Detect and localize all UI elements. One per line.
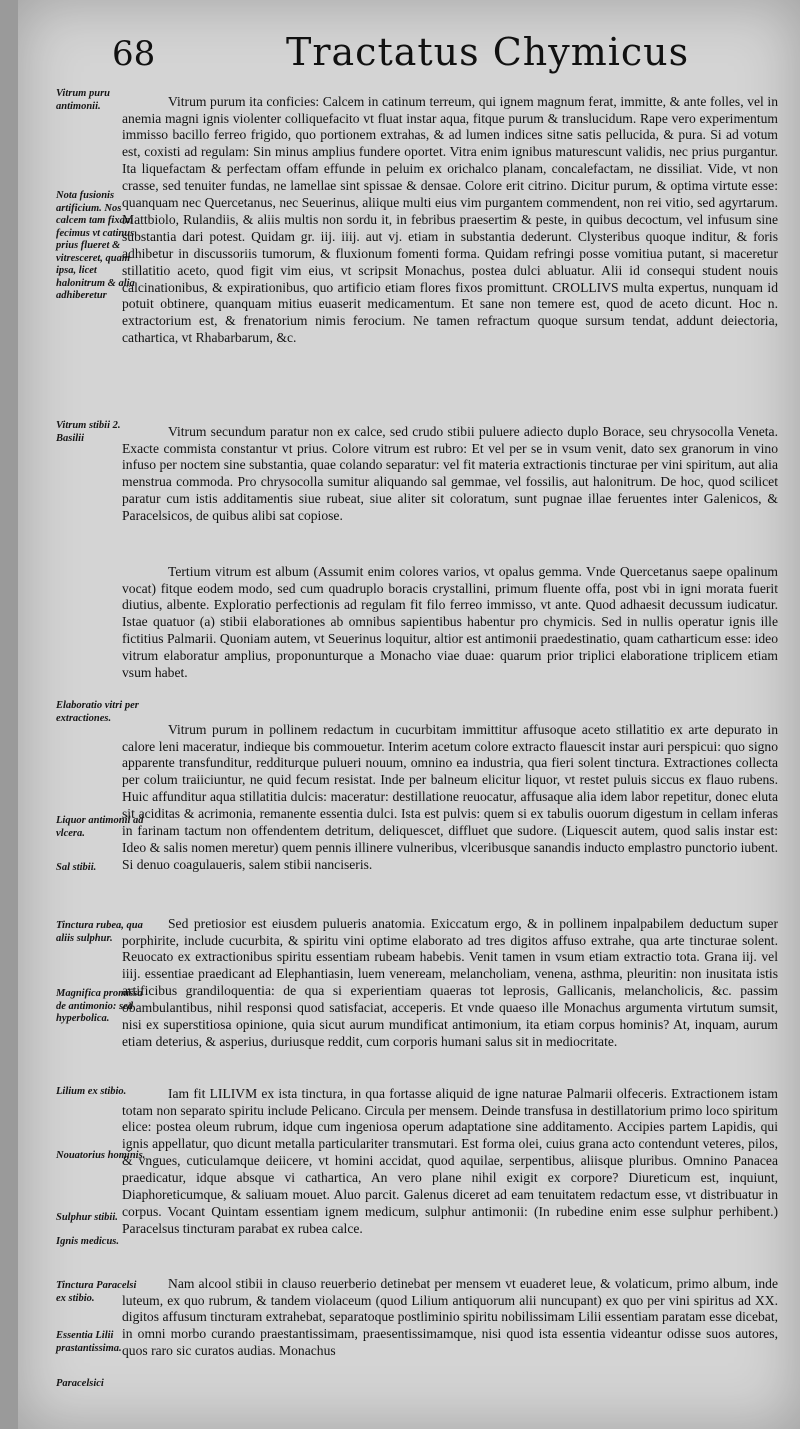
margin-note: Essentia Lilii prastantissima. — [56, 1330, 122, 1354]
margin-note: Vitrum puru antimonii. — [56, 88, 110, 112]
margin-note: Tinctura Paracelsi ex stibio. — [56, 1280, 137, 1304]
page-header — [18, 28, 800, 78]
margin-note: Paracelsici — [56, 1378, 104, 1389]
page-number: 68 — [112, 34, 156, 74]
paragraph: Vitrum purum ita conficies: Calcem in catinum terreum, qui ignem magnum ferat, immitte, & ante folles, vel in anemia magni ignis violenter colliquefacito vt fluat instar aqua, fitque purum & translucidum. Rape vero experimentum immisso bacillo ferreo frigido, quo portionem extrahas, & ad lumen indices sitne satis pellucida, & pura. Si ad votum est, coxisti ad regulam: Sin minus amplius fundere oportet. Vitra enim ignibus maturescunt validis, nec prius purgantur. Ita liquefactam & perfectam offam effunde in peluim ex orichalco planam, concalefactam, ne dissiliat. Vide, vt non crasse, sed tenuiter fundas, ne lamellae sint spissae & densae. Colore erit citrino. Dicitur purum, & optima virtute esse: quanquam nec Quercetanus, nec Seuerinus, aliique multi eius vim purgantem commendent, non rei vitio, sed agyrtarum. Mattbiolo, Rulandiis, & aliis multis non sordu it, in febribus praesertim & peste, in quibus decoctum, vel infusum sine substantia dari potest. Quidam gr. iij. iiij. aut vj. etiam in substantia dederunt. Clysteribus quoque inditur, & foris adhibetur in discussoriis tumorum, & fluxionum fomenti forma. Quidam refringi posse vomitiua putant, si maceretur stillatitio aceto, quod figit vim eius, vt scripsit Monachus, postea dulci abluatur. Alii id consequi student nouis calcinationibus, & expirationibus, quo artificio etiam flores fixos promittunt. CROLLIVS multa expertus, nunquam id potuit obtinere, quanquam mitius euaserit medicamentum. Et sane non temere est, quod de aceto dicunt. Hoc n. extractorium est, & frenatorium nimis ferocium. Ne tamen refractum quoque sursum tendat, addunt deiectoria, cathartica, vt Rhabarbarum, &c. — [122, 93, 778, 346]
paragraph: Tertium vitrum est album (Assumit enim colores varios, vt opalus gemma. Vnde Quercetanus saepe opalinum vocat) fitque eodem modo, sed cum quadruplo boracis crystallini, primum fluente offa, post vbi in igni morata fuerit diutius, albente. Exploratio perfectionis ad regulam fit filo ferreo immisso, vt ante. Quod adhaesit decussum iudicatur. Istae quatuor (a) stibii elaborationes ab omnibus sapientibus habentur pro chymicis. Sed in nullis operatur ignis ille fictitius Palmarii. Quoniam autem, vt Seuerinus loquitur, altior est antimonii praedestinatio, quam catharticum esse: ideo vitrum elaboratur amplius, proponunturque a Monacho viae duae: quarum prior triplici elaboratione triplicem etiam vsum habet. — [122, 563, 778, 681]
margin-note: Tinctura rubea, qua aliis sulphur. — [56, 920, 143, 944]
margin-note: Liquor antimonii ad vlcera. — [56, 815, 144, 839]
margin-note: Ignis medicus. — [56, 1236, 120, 1247]
margin-note: Nota fusionis artificium. Nos calcem tam fixam fecimus vt catinus prius flueret & vitresceret, quam ipsa, licet halonitrum & alia adhiberetur — [56, 190, 135, 301]
margin-note: Sal stibii. — [56, 862, 97, 873]
running-title: Tractatus Chymicus — [286, 30, 690, 74]
paragraph: Vitrum secundum paratur non ex calce, sed crudo stibii puluere adiecto duplo Borace, seu chrysocolla Veneta. Exacte commista constantur vt prius. Colore vitrum est rubro: Et vel per se in vsum venit, dato sex granorum in vino infuso per noctem sine substantia, quae colando separatur: vel fit materia extractionis tincturae per vini spiritum, aut alia menstrua commoda. Pro chrysocolla sumitur aliquando sal gemmae, vel fossilis, aut halonitrum. De hoc, quod scilicet paratur cum istis additamentis siue rubeat, siue aliter sit coloratum, sunt pugnae illae feruentes inter Galenicos, & Paracelsicos, de quibus alibi sat copiose. — [122, 423, 778, 524]
margin-note: Vitrum stibii 2. Basilii — [56, 420, 121, 444]
paragraph: Iam fit LILIVM ex ista tinctura, in qua fortasse aliquid de igne naturae Palmarii olfeceris. Extractionem istam totam non separato spiritu include Pelicano. Circula per mensem. Deinde transfusa in destillatorium primo loco spiritum elice: postea oleum rubrum, idque cum ingeniosa operum adaptatione sine additamento. Accipies partem Lapidis, qui ignis appellatur, quo dicunt metalla particulariter transmutari. Est forma olei, cuius grana acto contendunt veteres, pilos, & vngues, cuticulamque deiicere, vt homini accidat, quod aquilae, serpentibus, aliisque pluribus. Omnino Panacea praedicatur, idque absque vi cathartica, An vero plane nihil exigit ex corpore? Diureticum est, inquiunt, Diaphoreticumque, & saliuam mouet. Aluo parcit. Galenus diceret ad eam tenuitatem redactum esse, vt distribuatur in corpus. Vocant Quintam essentiam ignem medicum, sulphur antimonii: (In rubedine enim esse sulphur perhibent.) Paracelsus tincturam parabat ex rubea calce. — [122, 1085, 778, 1236]
margin-note: Elaboratio vitri per extractiones. — [56, 700, 139, 724]
margin-note: Magnifica promissa de antimonio: sed hyperbolica. — [56, 988, 143, 1024]
book-page — [18, 0, 800, 1429]
paragraph: Sed pretiosior est eiusdem pulueris anatomia. Exiccatum ergo, & in pollinem inpalpabilem deductum super porphirite, include cucurbita, & spiritu vini optime elaborato ad tres digitos affuso extrahe, qua arte tincturae solent. Reuocato ex extractionibus spiritu essentiam rubeam habebis. Venit tamen in vsum etiam extractio tota. Grana iij. vel iiij. essentiae praedicant ad Elephantiasin, luem veneream, melancholiam, venena, asthma, pleuritin: non inusitata istis artificibus grandiloquentia: de qua si experientiam quaeras tot leprosis, Gallicanis, melancholicis, &c. passim obambulantibus, nihil responsi quod satisfaciat, acceperis. Et vnde quaeso ille Monachus argumenta virtutum sumsit, nisi ex superstitiosa opinione, quia sicut aurum mundificat antimonium, ita etiam corpus hominis? At, inquam, aurum etiam deterius, & asperius, duriusque reddit, cum corporis humani salus sit in mediocritate. — [122, 915, 778, 1049]
margin-note: Sulphur stibii. — [56, 1212, 118, 1223]
paragraph: Vitrum purum in pollinem redactum in cucurbitam immittitur affusoque aceto stillatitio ex arte depurato in calore leni maceratur, indieque bis commouetur. Interim acetum colore extracto flauescit instar auri perspicui: quo signo apparente transfunditur, redditurque pulueri nouum, omnino ea industria, qua fieri solent tinctura. Extractiones collecta per colum traiiciuntur, ne quid fecum resistat. Inde per balneum elicitur liquor, vt restet puluis siccus ex flauo rubens. Huic affunditur aqua stillatitia dulcis: maceratur: destillatione reuocatur, affusaque alia idem labor repetitur, donec eluta sit aciditas & acrimonia, remanente essentia dulci. Ista est pulvis: quem si ex tabulis ouorum digestum in cellam inferas in farinam tactum non offendentem detritum, deliquescet, diffluet que sudore. (Liquescit autem, quod salis instar est: Ideo & salis nomen meretur) quem pennis illinere vulneribus, vlceribusque sanandis inducto emplastro punctorio iubent. Si denuo coagulaueris, salem stibii nanciseris. — [122, 721, 778, 872]
margin-note: Lilium ex stibio. — [56, 1086, 127, 1097]
paragraph: Nam alcool stibii in clauso reuerberio detinebat per mensem vt euaderet leue, & volaticum, primo album, inde luteum, ex quo rubrum, & tandem violaceum (quod Lilium antiquorum alii nuncupant) ex quo per vini spiritus ad XX. digitos affusum tincturam extrahebat, separatoque postliminio spiritu nobilissimam Lilii essentiam paratam esse dicebat, in omni morbo curando praestantissimam, praesentissimamque, nisi quod ista essentia videantur odisse suos autores, quos raro sic curatos audias. Monachus — [122, 1275, 778, 1359]
margin-note: Nouatorius hominis. — [56, 1150, 146, 1161]
